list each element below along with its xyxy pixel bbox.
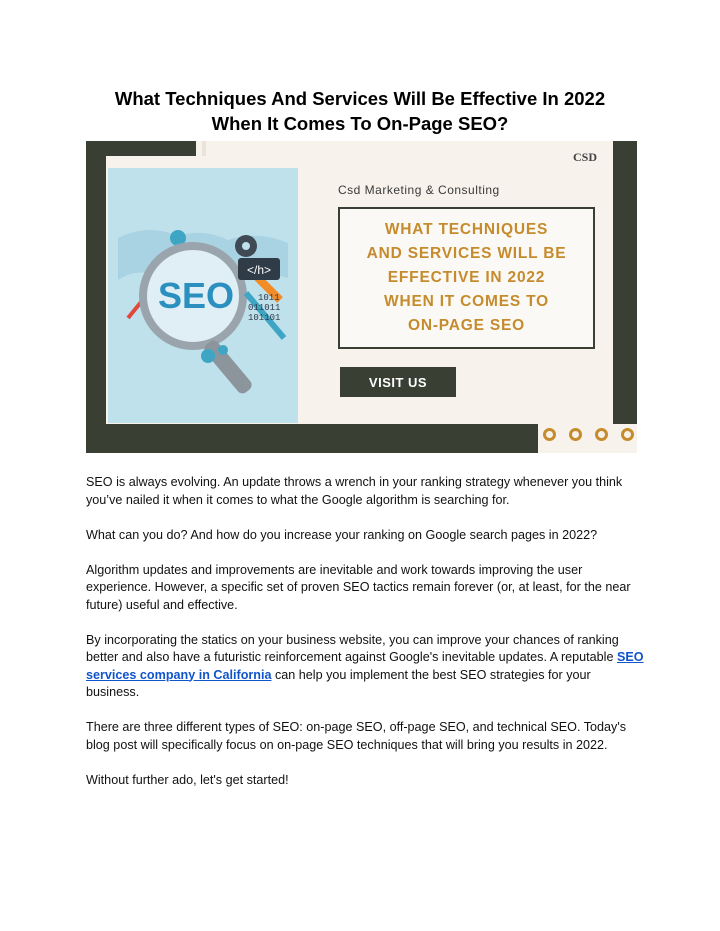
banner-frame-right bbox=[613, 141, 637, 424]
headline-line: EFFECTIVE IN 2022 bbox=[387, 269, 546, 286]
headline-line: AND SERVICES WILL BE bbox=[366, 245, 567, 262]
carousel-dot-icon[interactable] bbox=[621, 428, 634, 441]
banner-headline bbox=[347, 218, 587, 338]
headline-box bbox=[338, 207, 595, 349]
binary-line-1: 1011 bbox=[258, 293, 280, 303]
binary-line-3: 101101 bbox=[248, 313, 281, 323]
article-body bbox=[86, 474, 646, 807]
carousel-dots bbox=[543, 426, 635, 444]
carousel-dot-icon[interactable] bbox=[595, 428, 608, 441]
seo-services-link[interactable]: SEO services company in California bbox=[86, 650, 644, 682]
paragraph-4-text-end: can help you implement the best SEO strategies for your business. bbox=[86, 667, 591, 699]
seo-word-label: SEO bbox=[157, 275, 235, 316]
title-line-2: When It Comes To On-Page SEO? bbox=[211, 113, 509, 134]
paragraph-1: SEO is always evolving. An update throws a wrench in your ranking strategy whenever you think you’ve nailed it when it comes to what the Google algorithm is searching for. bbox=[86, 475, 623, 507]
hero-banner bbox=[86, 141, 637, 453]
html-tag-label: </h> bbox=[246, 263, 272, 277]
carousel-dot-icon[interactable] bbox=[569, 428, 582, 441]
banner-frame-left bbox=[86, 141, 106, 453]
logo-text: CSD bbox=[573, 150, 598, 164]
headline-line: WHAT TECHNIQUES bbox=[384, 221, 549, 238]
visit-us-button[interactable]: VISIT US bbox=[340, 367, 456, 397]
banner-stripe bbox=[202, 141, 206, 156]
seo-magnifier-illustration bbox=[108, 168, 298, 423]
page-title bbox=[60, 86, 660, 136]
banner-frame-bottom bbox=[86, 424, 538, 453]
banner-frame-top bbox=[106, 141, 196, 156]
seo-illustration bbox=[108, 168, 298, 423]
paragraph-3: Algorithm updates and improvements are inevitable and work towards improving the user experience. However, a specific set of proven SEO tactics remain forever (or, at least, for the near future) useful and effective. bbox=[86, 562, 631, 612]
headline-line: WHEN IT COMES TO bbox=[384, 293, 549, 310]
headline-line: ON-PAGE SEO bbox=[407, 317, 526, 334]
paragraph-5: There are three different types of SEO: on-page SEO, off-page SEO, and technical SEO. Today's blog post will specifically focus on on-page SEO techniques that will bring you results in 2022. bbox=[86, 720, 627, 752]
csd-logo bbox=[573, 148, 609, 178]
carousel-dot-icon[interactable] bbox=[543, 428, 556, 441]
paragraph-2: What can you do? And how do you increase your ranking on Google search pages in 2022? bbox=[86, 527, 598, 542]
brand-name: Csd Marketing & Consulting bbox=[338, 183, 500, 197]
title-line-1: What Techniques And Services Will Be Effective In 2022 bbox=[114, 88, 606, 109]
paragraph-6: Without further ado, let's get started! bbox=[86, 772, 289, 787]
binary-line-2: 011011 bbox=[248, 303, 281, 313]
paragraph-4-text: By incorporating the statics on your business website, you can improve your chances of ranking better and also have a futuristic reinforcement against Google's inevitable updates. A reputable bbox=[86, 632, 619, 664]
paragraph-4 bbox=[86, 632, 646, 702]
